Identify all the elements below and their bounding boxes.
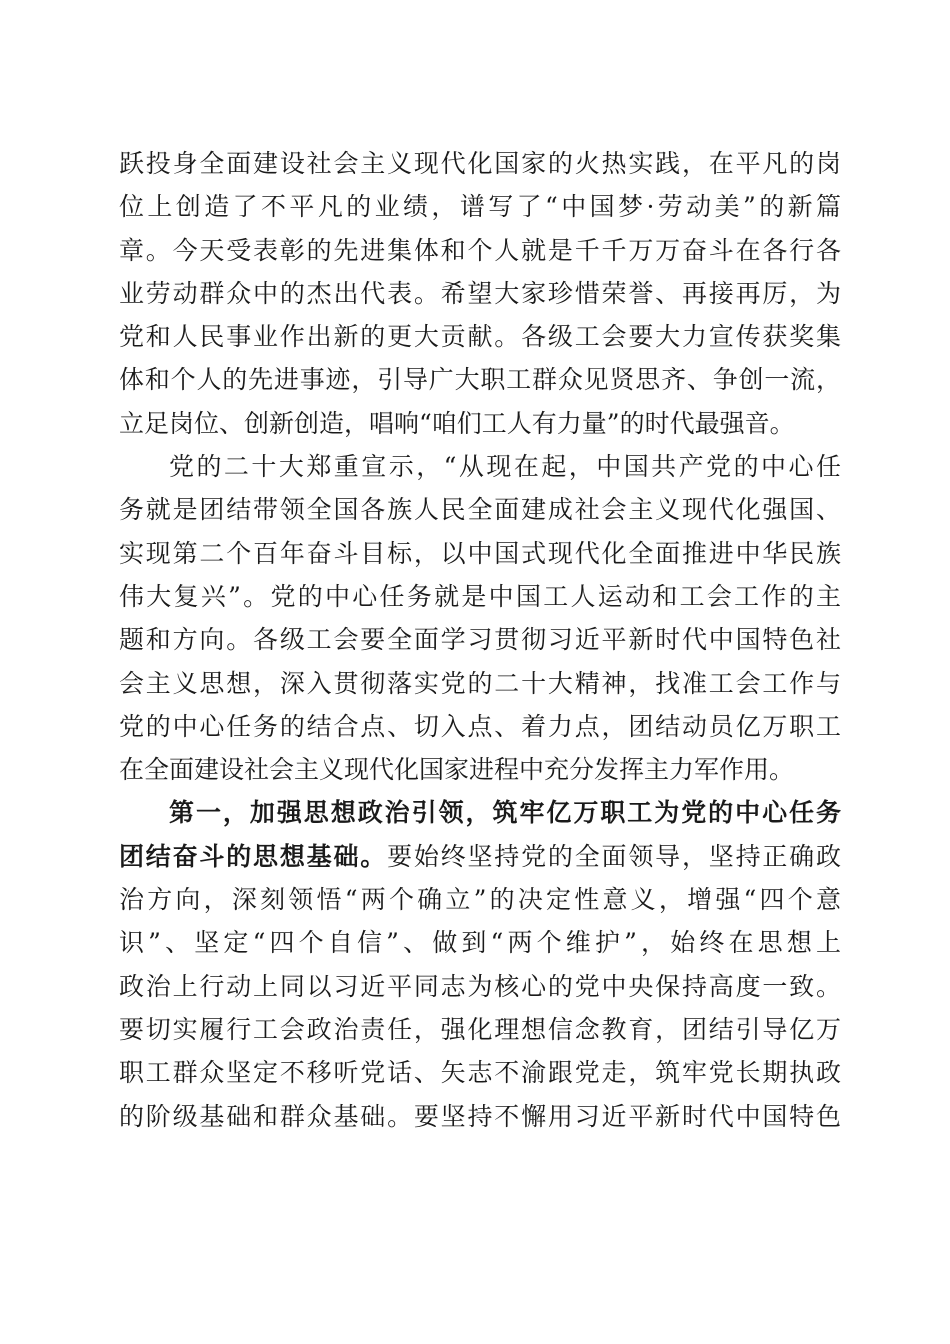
text-line: 会主义思想，深入贯彻落实党的二十大精神，找准工会工作与 [119, 668, 841, 698]
text-line: 党的二十大郑重宣示，“从现在起，中国共产党的中心任 [169, 452, 841, 482]
text-line: 的阶级基础和群众基础。要坚持不懈用习近平新时代中国特色 [119, 1101, 841, 1131]
text-line: 章。今天受表彰的先进集体和个人就是千千万万奋斗在各行各 [119, 235, 841, 265]
document-body [119, 142, 841, 1138]
text-line: 业劳动群众中的杰出代表。希望大家珍惜荣誉、再接再厉，为 [119, 278, 841, 308]
text-line: 位上创造了不平凡的业绩，谱写了“中国梦·劳动美”的新篇 [119, 192, 841, 222]
text-line: 立足岗位、创新创造，唱响“咱们工人有力量”的时代最强音。 [119, 408, 795, 438]
text-line: 在全面建设社会主义现代化国家进程中充分发挥主力军作用。 [119, 755, 795, 785]
text-line: 政治上行动上同以习近平同志为核心的党中央保持高度一致。 [119, 971, 841, 1001]
text-line: 务就是团结带领全国各族人民全面建成社会主义现代化强国、 [119, 495, 841, 525]
text-line [119, 835, 841, 878]
section-heading-continuation: 团结奋斗的思想基础。 [119, 841, 388, 871]
paragraph-3 [119, 791, 841, 1137]
section-heading: 第一，加强思想政治引领，筑牢亿万职工为党的中心任务 [169, 798, 841, 828]
text-line: 题和方向。各级工会要全面学习贯彻习近平新时代中国特色社 [119, 625, 841, 655]
text-line: 党和人民事业作出新的更大贡献。各级工会要大力宣传获奖集 [119, 322, 841, 352]
text-line: 实现第二个百年奋斗目标，以中国式现代化全面推进中华民族 [119, 538, 841, 568]
text-line: 治方向，深刻领悟“两个确立”的决定性意义，增强“四个意 [119, 885, 841, 915]
paragraph-2 [119, 445, 841, 791]
text-line: 职工群众坚定不移听党话、矢志不渝跟党走，筑牢党长期执政 [119, 1058, 841, 1088]
text-segment: 要始终坚持党的全面领导，坚持正确政 [387, 841, 841, 871]
text-line: 体和个人的先进事迹，引导广大职工群众见贤思齐、争创一流， [119, 365, 841, 395]
text-line: 党的中心任务的结合点、切入点、着力点，团结动员亿万职工 [119, 711, 841, 741]
text-line: 伟大复兴”。党的中心任务就是中国工人运动和工会工作的主 [119, 581, 841, 611]
text-line: 识”、坚定“四个自信”、做到“两个维护”，始终在思想上 [119, 928, 841, 958]
text-line: 跃投身全面建设社会主义现代化国家的火热实践，在平凡的岗 [119, 149, 841, 178]
text-line: 要切实履行工会政治责任，强化理想信念教育，团结引导亿万 [119, 1014, 841, 1044]
paragraph-1 [119, 142, 841, 445]
